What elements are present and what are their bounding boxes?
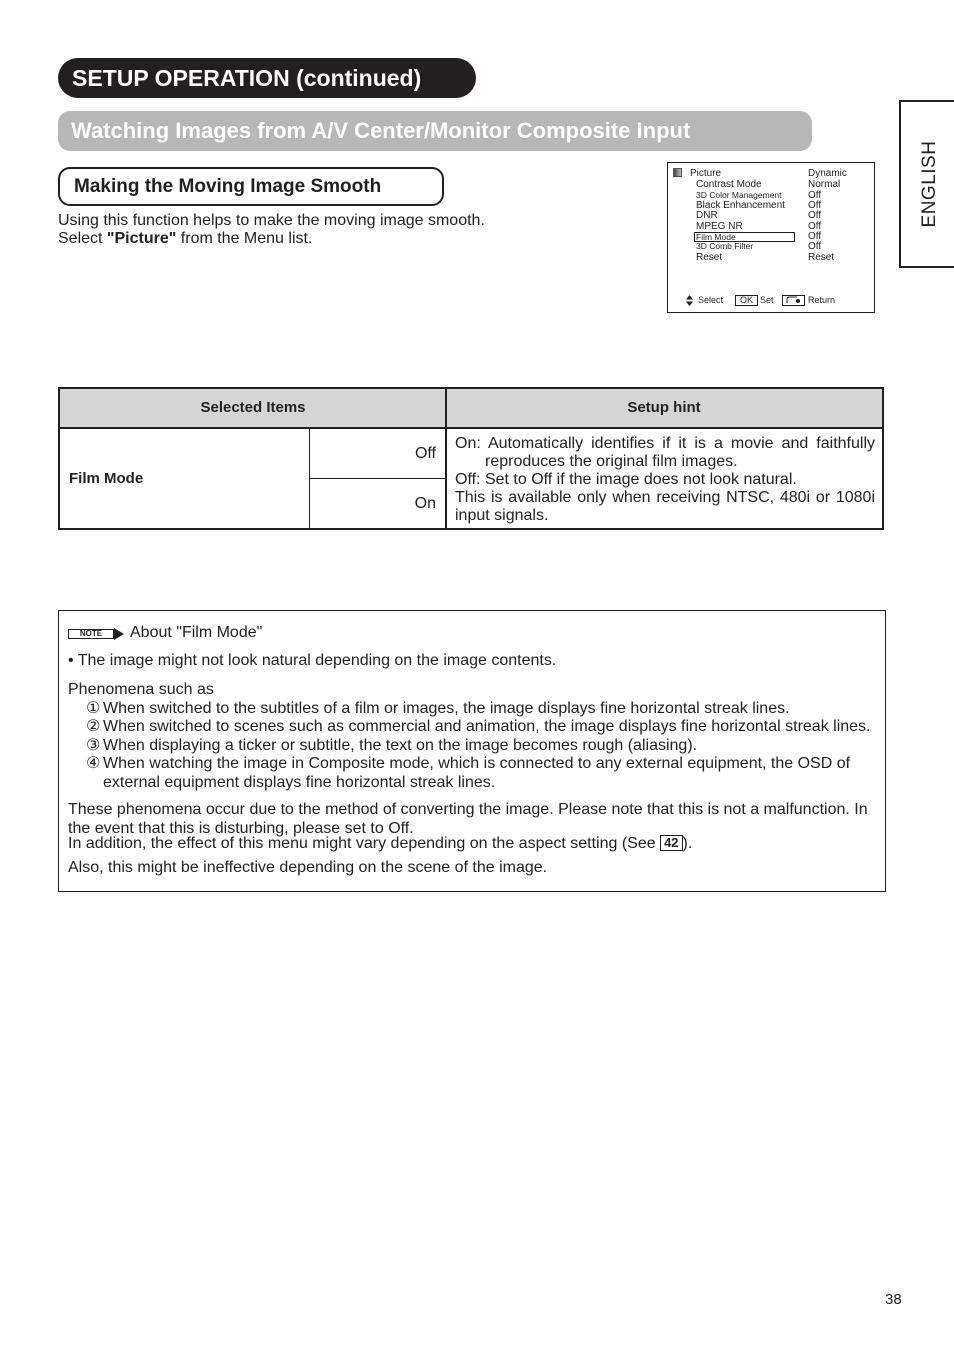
setup-hint-text <box>455 435 875 525</box>
note-paragraph-3: Also, this might be ineffective depending on the scene of the image. <box>68 859 548 876</box>
note-arrow-icon <box>114 628 124 640</box>
return-arrow-icon <box>785 296 802 304</box>
osd-item-value: Off <box>808 190 822 201</box>
osd-item-value: Off <box>808 241 822 252</box>
phenomena-item: ③ When displaying a ticker or subtitle, the text on the image becomes rough (aliasing). <box>86 737 698 754</box>
subsection-heading: Watching Images from A/V Center/Monitor Composite Input <box>58 111 812 151</box>
note-paragraph-2: In addition, the effect of this menu might vary depending on the aspect setting (See 42 ). <box>68 835 693 852</box>
table-divider <box>309 478 445 479</box>
hint-off-line: Off: Set to Off if the image does not look natural. <box>455 471 797 488</box>
note-box <box>58 610 886 892</box>
osd-footer-set: Set <box>760 295 774 305</box>
osd-title: Picture <box>690 168 722 179</box>
note-title: About "Film Mode" <box>130 624 263 641</box>
osd-item-label: MPEG NR <box>696 221 743 232</box>
intro-text <box>58 212 485 248</box>
phenomena-intro: Phenomena such as <box>68 681 214 698</box>
picture-menu-icon <box>673 168 682 177</box>
osd-item-value: Off <box>808 221 822 232</box>
osd-item-value: Normal <box>808 179 841 190</box>
table-header-hint: Setup hint <box>446 389 882 429</box>
phenomena-item-continued: external equipment displays fine horizontal streak lines. <box>103 774 496 791</box>
note-paragraph-1-line-1: These phenomena occur due to the method of converting the image. Please note that this is not a malfunction. In <box>68 801 868 818</box>
table-divider <box>445 389 447 528</box>
osd-item-value: Off <box>808 210 822 221</box>
up-down-arrow-icon <box>686 295 693 306</box>
language-tab <box>899 100 954 268</box>
note-bullet: • The image might not look natural depending on the image contents. <box>68 652 557 669</box>
osd-footer-return: Return <box>808 295 836 305</box>
ok-key-icon: OK <box>735 295 758 306</box>
table-option-off: Off <box>414 445 436 462</box>
osd-picture-menu <box>667 162 875 313</box>
osd-item-label: 3D Comb Filter <box>696 241 754 251</box>
note-paragraph-1-line-2: the event that this is disturbing, please set to Off. <box>68 820 414 837</box>
table-option-on: On <box>414 495 436 512</box>
intro-line-2: Select "Picture" from the Menu list. <box>58 230 313 247</box>
osd-item-label: Black Enhancement <box>696 200 785 211</box>
topic-heading: Making the Moving Image Smooth <box>58 167 444 206</box>
table-item-film-mode: Film Mode <box>69 470 144 487</box>
table-header-items: Selected Items <box>60 389 446 429</box>
phenomena-item: ② When switched to scenes such as commercial and animation, the image displays fine horizontal streak lines. <box>86 718 871 735</box>
osd-item-value: Reset <box>808 252 835 263</box>
return-key-icon <box>782 295 805 306</box>
page-reference-link[interactable]: 42 <box>660 835 682 851</box>
phenomena-item: ① When switched to the subtitles of a film or images, the image displays fine horizontal streak lines. <box>86 700 790 717</box>
osd-item-value: Off <box>808 231 822 242</box>
note-icon: NOTE <box>68 629 114 639</box>
osd-title-value: Dynamic <box>808 168 847 179</box>
settings-table <box>58 387 884 530</box>
osd-item-label: Contrast Mode <box>696 179 762 190</box>
language-tab-label: ENGLISH <box>919 140 940 228</box>
osd-item-label-selected: Film Mode <box>696 232 736 242</box>
hint-availability-line-2: input signals. <box>455 507 549 524</box>
osd-item-label: Reset <box>696 252 723 263</box>
hint-availability-line-1: This is available only when receiving NTSC, 480i or 1080i <box>455 489 875 506</box>
hint-on-line-1: On: Automatically identifies if it is a movie and faithfully <box>455 435 876 452</box>
osd-footer-select: Select <box>698 295 724 305</box>
osd-item-value: Off <box>808 200 822 211</box>
osd-item-label: DNR <box>696 210 718 221</box>
page-number: 38 <box>885 1291 902 1308</box>
phenomena-item: ④ When watching the image in Composite mode, which is connected to any external equipment, the OSD of <box>86 755 851 772</box>
hint-on-line-2: reproduces the original film images. <box>485 453 738 470</box>
intro-line-1: Using this function helps to make the moving image smooth. <box>58 212 485 229</box>
section-heading: SETUP OPERATION (continued) <box>58 58 476 98</box>
osd-item-label: 3D Color Management <box>696 190 782 200</box>
